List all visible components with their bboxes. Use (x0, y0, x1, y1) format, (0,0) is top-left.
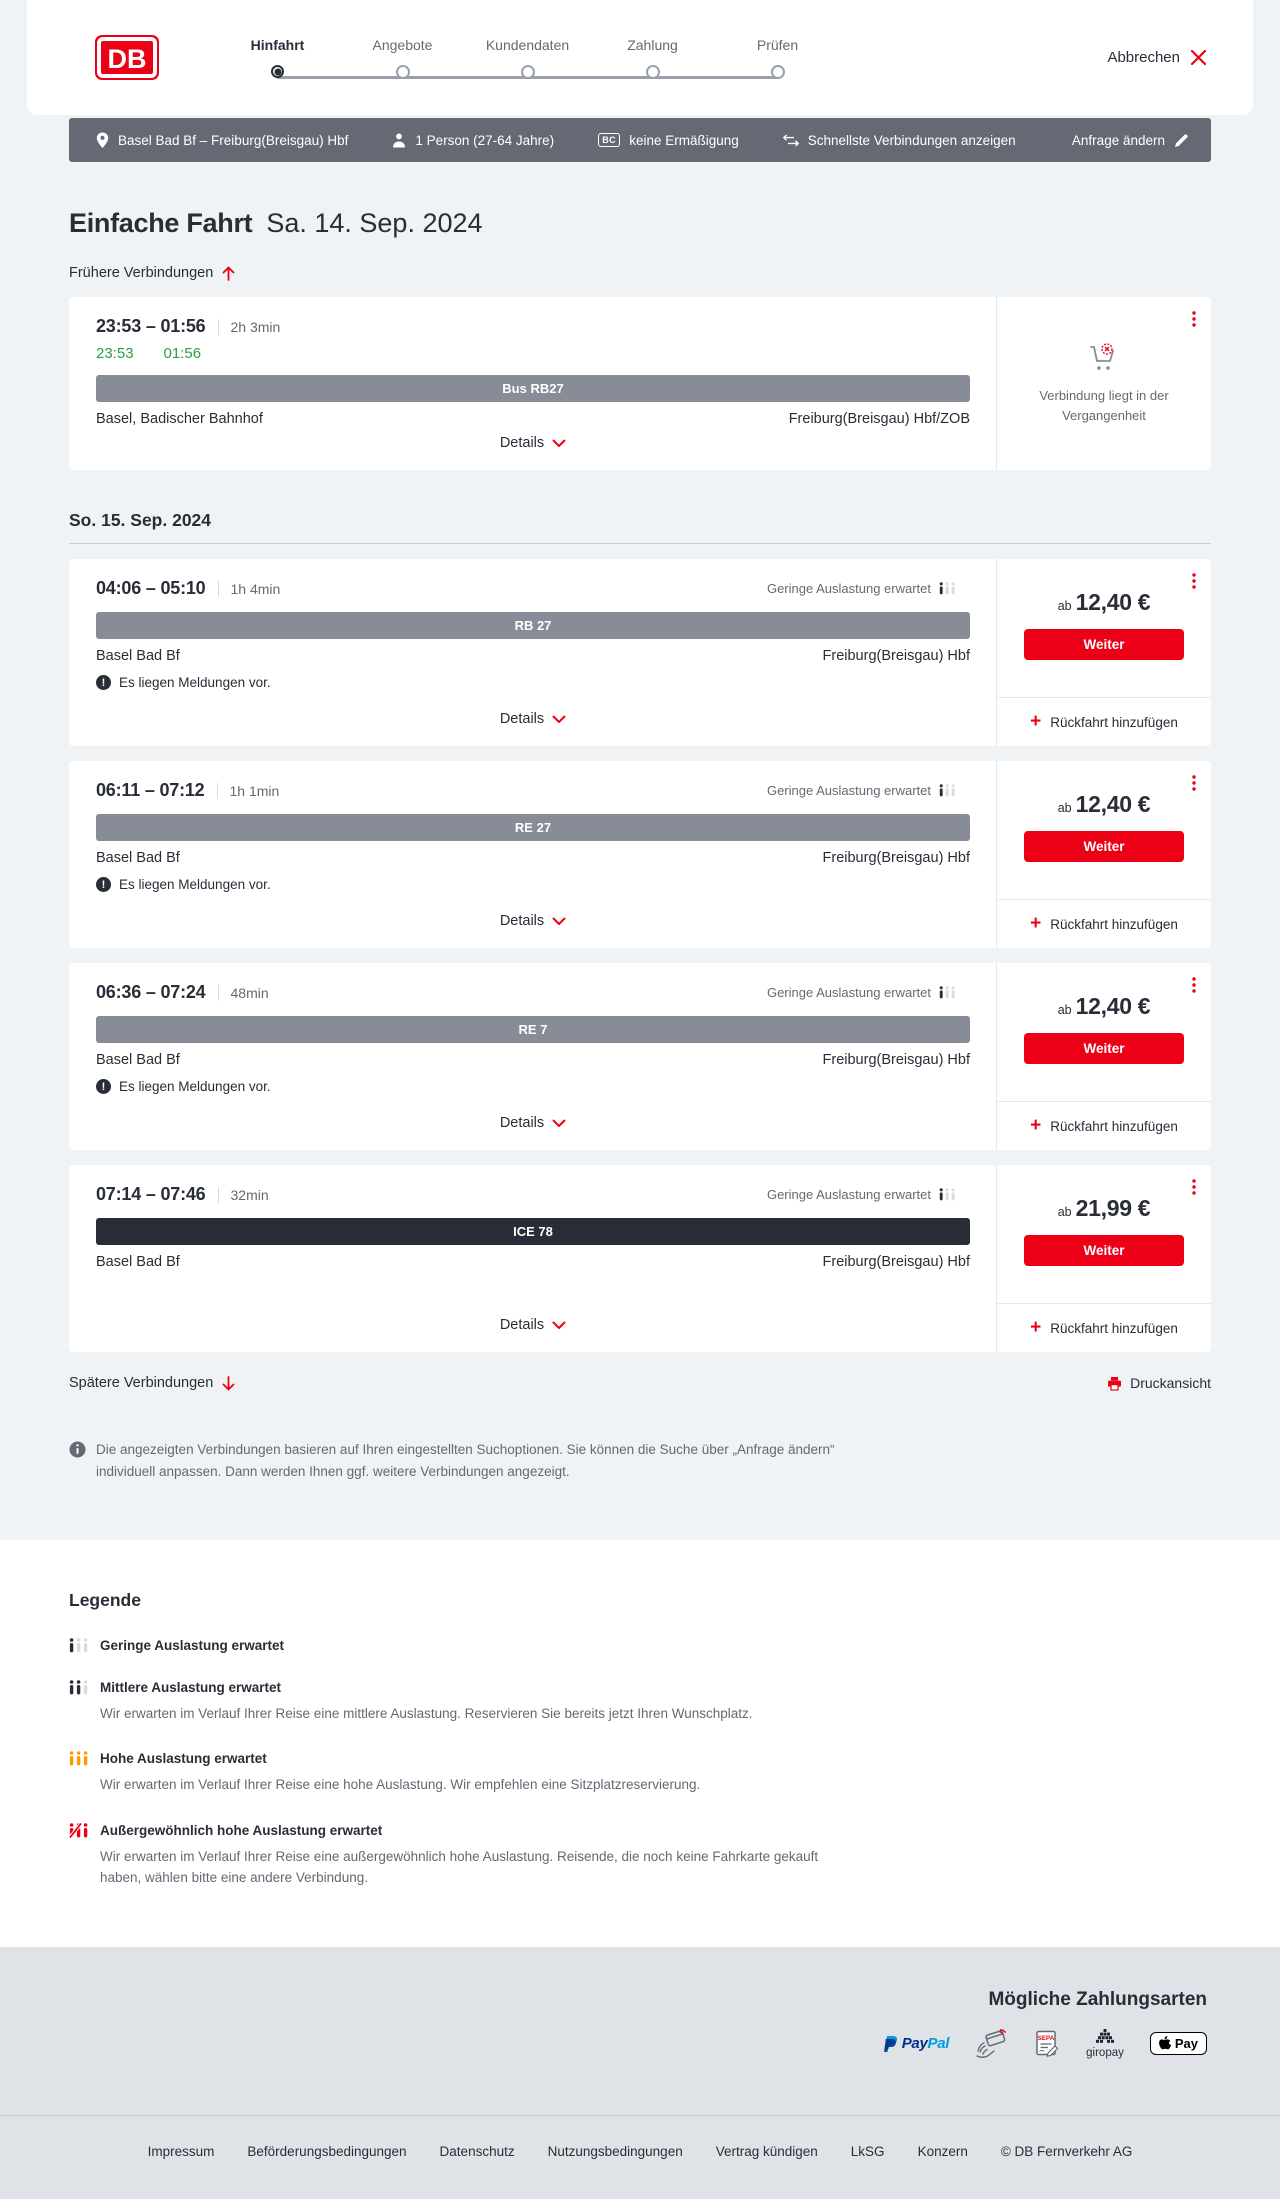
train-label-bar: RE 27 (96, 814, 970, 841)
giropay-icon[interactable] (1086, 2029, 1124, 2059)
add-return-label: Rückfahrt hinzufügen (1050, 714, 1178, 730)
plus-icon: + (1030, 912, 1042, 934)
step-label: Zahlung (627, 37, 678, 53)
connection-card (69, 761, 1211, 948)
step-label: Prüfen (756, 37, 799, 53)
footer-links-list (148, 2144, 968, 2159)
chevron-down-icon (552, 1119, 566, 1128)
step-dot-icon (396, 65, 410, 79)
add-return-button[interactable] (997, 1101, 1211, 1150)
price (1058, 791, 1151, 818)
realtime-arrival: 01:56 (163, 345, 202, 362)
step-dot-icon (271, 65, 284, 78)
messages-note[interactable] (96, 675, 970, 690)
step-label: Kundendaten (485, 37, 570, 53)
passengers-summary[interactable] (392, 133, 554, 148)
later-connections-label: Spätere Verbindungen (69, 1375, 214, 1391)
add-return-button[interactable] (997, 697, 1211, 746)
stepper-step[interactable] (465, 37, 590, 84)
price (1058, 1195, 1151, 1222)
arrival-station: Freiburg(Breisgau) Hbf (822, 850, 970, 866)
plus-icon: + (1030, 1316, 1042, 1338)
arrival-station: Freiburg(Breisgau) Hbf (822, 648, 970, 664)
credit-card-icon[interactable] (975, 2029, 1009, 2059)
stepper-step[interactable] (590, 37, 715, 84)
results-area (0, 162, 1280, 1540)
payment-section (0, 1947, 1280, 2059)
legend-list (69, 1638, 1211, 1889)
step-label: Angebote (372, 37, 433, 53)
legend-label: Hohe Auslastung erwartet (100, 1751, 267, 1767)
occupancy-icon (939, 986, 956, 999)
arrival-station: Freiburg(Breisgau) Hbf (822, 1052, 970, 1068)
details-toggle[interactable] (496, 703, 570, 731)
train-label-bar: RB 27 (96, 612, 970, 639)
kebab-menu[interactable] (1188, 973, 1200, 1002)
occupancy-icon (939, 1188, 956, 1201)
footer-link[interactable]: LkSG (850, 2143, 885, 2159)
connection-card (69, 1165, 1211, 1352)
occupancy-level-icon (69, 1680, 89, 1695)
page-title: Einfache Fahrt (69, 208, 253, 238)
chevron-down-icon (552, 917, 566, 926)
occupancy-icon (939, 582, 956, 595)
swap-arrows-icon (783, 134, 799, 147)
plus-icon: + (1030, 710, 1042, 732)
apple-pay-icon[interactable] (1150, 2032, 1207, 2055)
connection-card (69, 559, 1211, 746)
copyright-text: © DB Fernverkehr AG (1000, 2143, 1133, 2159)
weiter-button[interactable]: Weiter (1024, 1033, 1184, 1064)
step-dot-icon (646, 65, 660, 79)
stepper-step[interactable] (340, 37, 465, 84)
exclamation-icon: ! (96, 877, 111, 892)
person-icon (392, 133, 406, 148)
separator (218, 319, 219, 335)
weiter-button[interactable]: Weiter (1024, 1235, 1184, 1266)
kebab-icon (1192, 977, 1196, 993)
footer-link[interactable]: Nutzungsbedingungen (547, 2143, 683, 2159)
details-toggle[interactable] (496, 1107, 570, 1135)
train-label-bar: ICE 78 (96, 1218, 970, 1245)
discount-summary[interactable] (598, 133, 739, 148)
change-request-button[interactable] (1072, 133, 1189, 148)
arrow-down-icon (222, 1376, 235, 1391)
day-divider (69, 543, 1211, 544)
messages-text: Es liegen Meldungen vor. (119, 675, 271, 690)
paypal-mark-icon (883, 2035, 899, 2053)
weiter-button[interactable]: Weiter (1024, 629, 1184, 660)
chevron-down-icon (552, 439, 566, 448)
occupancy-indicator (767, 1187, 956, 1202)
route-summary[interactable] (96, 132, 348, 149)
connection-card (69, 963, 1211, 1150)
paypal-icon[interactable]: PayPal (883, 2035, 949, 2053)
messages-note[interactable] (96, 877, 970, 892)
arrow-up-icon (222, 266, 235, 281)
footer-link[interactable]: Konzern (917, 2143, 968, 2159)
svg-text:DB: DB (107, 44, 147, 74)
kebab-menu[interactable] (1188, 1175, 1200, 1204)
stepper-step[interactable] (715, 37, 840, 84)
price-prefix: ab (1057, 599, 1072, 613)
info-note-text: Die angezeigten Verbindungen basieren auf Ihren eingestellten Suchoptionen. Sie können die Suche über „Anfrage ändern“ individuell anpassen. Dann werden Ihnen ggf. weitere Verbindungen angezeigt. (96, 1442, 835, 1480)
chevron-down-icon (552, 1321, 566, 1330)
legend-item (69, 1680, 1211, 1725)
separator (218, 1187, 219, 1203)
route-text: Basel Bad Bf – Freiburg(Breisgau) Hbf (118, 132, 349, 148)
passengers-text: 1 Person (27-64 Jahre) (415, 132, 555, 148)
messages-text: Es liegen Meldungen vor. (119, 877, 271, 892)
price-prefix: ab (1057, 1003, 1072, 1017)
search-summary-bar (69, 118, 1211, 162)
add-return-label: Rückfahrt hinzufügen (1050, 1118, 1178, 1134)
print-view-label: Druckansicht (1130, 1375, 1211, 1391)
connection-times: 06:36 – 07:24 (96, 982, 206, 1002)
stepper-step[interactable] (215, 37, 340, 84)
connection-times: 23:53 – 01:56 (96, 316, 206, 336)
add-return-label: Rückfahrt hinzufügen (1050, 916, 1178, 932)
occupancy-label: Geringe Auslastung erwartet (766, 783, 931, 798)
occupancy-label: Geringe Auslastung erwartet (766, 581, 931, 596)
price-value: 21,99 € (1075, 1195, 1151, 1221)
occupancy-icon (939, 784, 956, 797)
departure-station: Basel Bad Bf (96, 1052, 180, 1068)
discount-text: keine Ermäßigung (629, 132, 739, 148)
legend-item (69, 1823, 1211, 1889)
details-toggle[interactable] (496, 427, 570, 455)
departure-station: Basel Bad Bf (96, 648, 180, 664)
exclamation-icon: ! (96, 1079, 111, 1094)
pencil-icon (1174, 133, 1189, 148)
price-prefix: ab (1057, 801, 1072, 815)
cart-unavailable-icon (1087, 342, 1121, 374)
price (1058, 589, 1151, 616)
footer-link[interactable]: Impressum (147, 2143, 215, 2159)
messages-note[interactable] (96, 1079, 970, 1094)
connection-times: 06:11 – 07:12 (96, 780, 205, 800)
change-request-text: Anfrage ändern (1071, 132, 1165, 148)
occupancy-indicator (767, 783, 956, 798)
connection-times: 07:14 – 07:46 (96, 1184, 206, 1204)
kebab-icon (1192, 1179, 1196, 1195)
footer-link[interactable]: Vertrag kündigen (715, 2143, 818, 2159)
connection-duration: 48min (230, 984, 269, 1001)
train-label-bar: Bus RB27 (96, 375, 970, 402)
bahncard-icon: BC (598, 133, 620, 147)
payment-methods (73, 2029, 1207, 2059)
details-toggle[interactable] (496, 905, 570, 933)
fastest-connections-toggle[interactable] (783, 133, 1016, 148)
location-pin-icon (96, 132, 109, 149)
price-prefix: ab (1057, 1205, 1072, 1219)
realtime-departure: 23:53 (96, 345, 134, 362)
occupancy-level-icon (69, 1638, 89, 1653)
header (27, 0, 1253, 115)
legend-section (0, 1540, 1280, 1947)
chevron-down-icon (552, 715, 566, 724)
weiter-button[interactable]: Weiter (1024, 831, 1184, 862)
earlier-connections-label: Frühere Verbindungen (69, 265, 214, 281)
fastest-text: Schnellste Verbindungen anzeigen (807, 132, 1016, 148)
info-icon (69, 1441, 86, 1458)
price-value: 12,40 € (1075, 993, 1151, 1019)
legend-description: Wir erwarten im Verlauf Ihrer Reise eine hohe Auslastung. Wir empfehlen eine Sitzplatzreservierung. (100, 1777, 701, 1793)
connection-times: 04:06 – 05:10 (96, 578, 206, 598)
footer-link[interactable]: Datenschutz (439, 2143, 515, 2159)
step-dot-icon (771, 65, 785, 79)
db-logo[interactable] (95, 35, 159, 80)
legend-label: Außergewöhnlich hohe Auslastung erwartet (100, 1822, 383, 1838)
step-label: Hinfahrt (250, 37, 305, 53)
occupancy-indicator (767, 581, 956, 596)
progress-stepper (215, 37, 840, 84)
exclamation-icon: ! (96, 675, 111, 690)
connections-list (69, 559, 1211, 1352)
cancel-button[interactable] (1107, 49, 1207, 66)
departure-station: Basel Bad Bf (96, 1254, 180, 1270)
travel-date: Sa. 14. Sep. 2024 (266, 208, 483, 238)
plus-icon: + (1030, 1114, 1042, 1136)
occupancy-level-icon (69, 1823, 89, 1838)
connection-duration: 1h 4min (230, 580, 281, 597)
legend-label: Mittlere Auslastung erwartet (100, 1679, 282, 1695)
legend-description: Wir erwarten im Verlauf Ihrer Reise eine mittlere Auslastung. Reservieren Sie bereits jetzt Ihren Wunschplatz. (100, 1705, 753, 1721)
separator (217, 783, 218, 799)
connection-duration: 2h 3min (230, 318, 281, 335)
occupancy-level-icon (69, 1751, 89, 1766)
price-value: 12,40 € (1075, 589, 1151, 615)
giropay-label: giropay (1086, 2046, 1124, 2059)
kebab-menu[interactable] (1188, 307, 1200, 336)
arrival-station: Freiburg(Breisgau) Hbf (822, 1254, 970, 1270)
details-label: Details (499, 1115, 545, 1131)
footer-link[interactable]: Beförderungsbedingungen (247, 2143, 407, 2159)
legend-item (69, 1638, 1211, 1653)
printer-icon (1107, 1376, 1122, 1391)
apple-logo-icon (1159, 2036, 1172, 2051)
occupancy-indicator (767, 985, 956, 1000)
later-connections-link[interactable] (69, 1375, 235, 1391)
departure-station: Basel, Badischer Bahnhof (96, 411, 263, 427)
add-return-button[interactable] (997, 899, 1211, 948)
step-dot-icon (521, 65, 535, 79)
legend-item (69, 1751, 1211, 1796)
footer (0, 2115, 1280, 2199)
sepa-icon[interactable] (1035, 2030, 1060, 2058)
details-label: Details (499, 711, 545, 727)
price (1058, 993, 1151, 1020)
past-status-text: Verbindung liegt in der Vergangenheit (1039, 388, 1169, 423)
details-label: Details (499, 913, 545, 929)
departure-station: Basel Bad Bf (96, 850, 180, 866)
arrival-station: Freiburg(Breisgau) Hbf/ZOB (788, 411, 970, 427)
occupancy-label: Geringe Auslastung erwartet (766, 1187, 931, 1202)
payment-title: Mögliche Zahlungsarten (988, 1988, 1207, 2010)
results-title-row (69, 208, 1211, 239)
svg-text:SEPA: SEPA (1037, 2034, 1055, 2042)
kebab-icon (1192, 573, 1196, 589)
legend-title: Legende (69, 1589, 141, 1610)
kebab-icon (1192, 775, 1196, 791)
day-heading: So. 15. Sep. 2024 (69, 510, 212, 530)
bottom-section (0, 1947, 1280, 2199)
messages-text: Es liegen Meldungen vor. (119, 1079, 271, 1094)
separator (218, 581, 219, 597)
train-label-bar: RE 7 (96, 1016, 970, 1043)
separator (218, 985, 219, 1001)
add-return-label: Rückfahrt hinzufügen (1050, 1320, 1178, 1336)
connection-duration: 32min (230, 1186, 269, 1203)
details-label: Details (499, 435, 545, 451)
legend-description: Wir erwarten im Verlauf Ihrer Reise eine außergewöhnlich hohe Auslastung. Reisende, die noch keine Fahrkarte gekauft haben, wählen bitte eine andere Verbindung. (100, 1848, 819, 1886)
cancel-label: Abbrechen (1107, 49, 1180, 66)
apple-pay-label: Pay (1174, 2036, 1198, 2052)
earlier-connections-link[interactable] (69, 265, 235, 281)
kebab-icon (1192, 311, 1196, 327)
close-icon (1190, 49, 1207, 66)
realtime-times (96, 345, 970, 362)
print-view-link[interactable] (1107, 1375, 1211, 1391)
info-note (69, 1439, 859, 1484)
connection-card-past (69, 297, 1211, 470)
add-return-button[interactable] (997, 1303, 1211, 1352)
legend-label: Geringe Auslastung erwartet (100, 1637, 285, 1653)
price-value: 12,40 € (1075, 791, 1151, 817)
details-label: Details (499, 1317, 545, 1333)
occupancy-label: Geringe Auslastung erwartet (766, 985, 931, 1000)
kebab-menu[interactable] (1188, 771, 1200, 800)
connection-duration: 1h 1min (229, 782, 280, 799)
kebab-menu[interactable] (1188, 569, 1200, 598)
details-toggle[interactable] (496, 1309, 570, 1337)
